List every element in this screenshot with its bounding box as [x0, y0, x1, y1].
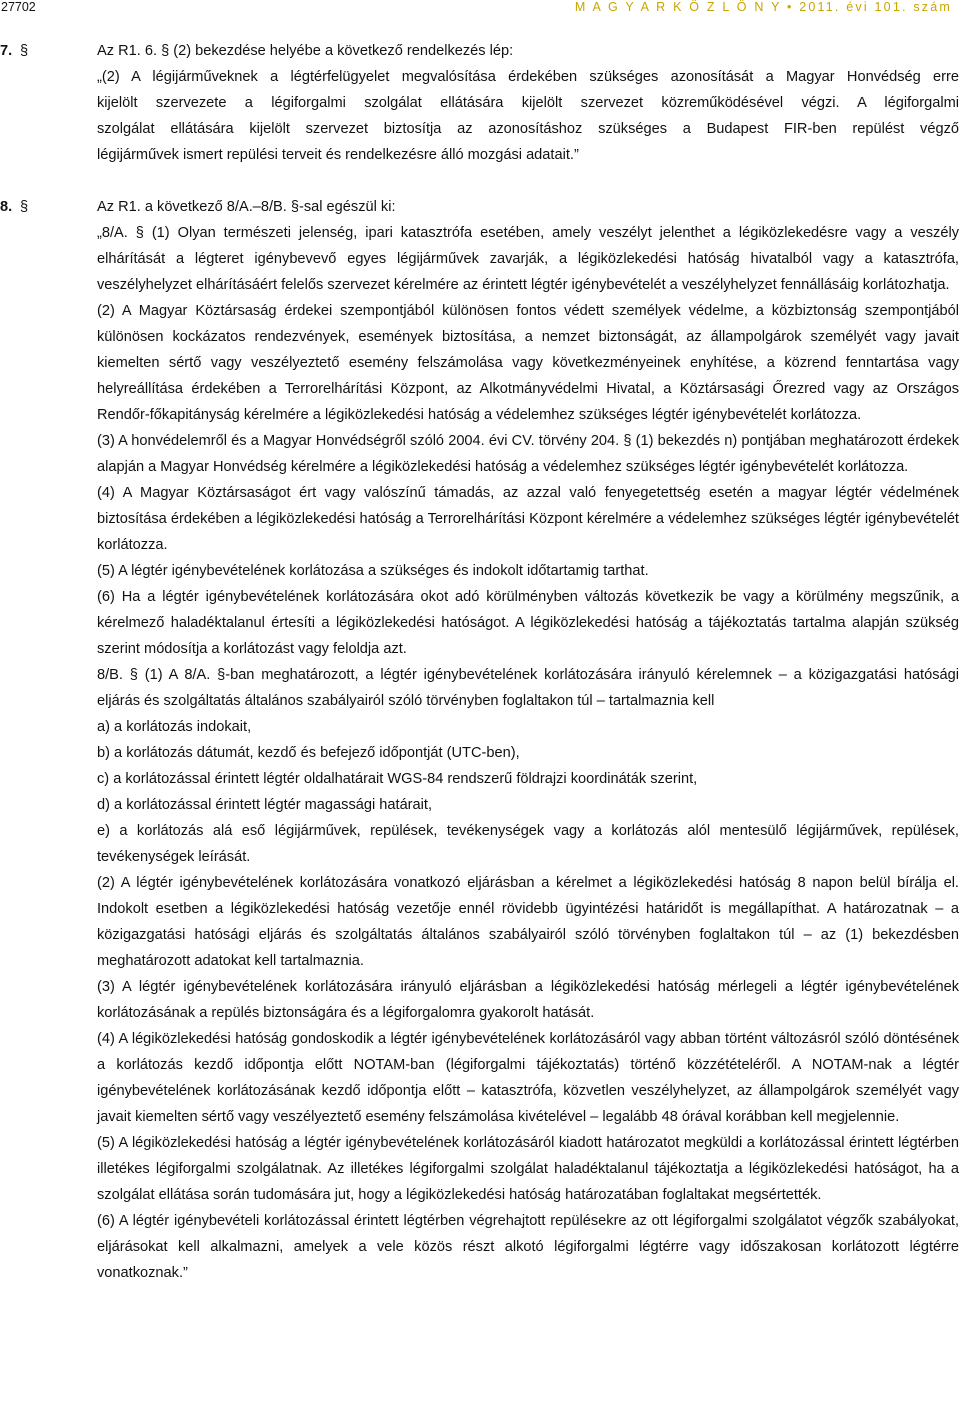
- section-8-body: [97, 220, 959, 1286]
- paragraph-8a-3: (3) A honvédelemről és a Magyar Honvédségről szóló 2004. évi CV. törvény 204. § (1) bekezdés n) pontjában meghatározott érdekek alapján a Magyar Honvédség kérelmére a légiközlekedési hatóság a védelemhez szükséges légtér igénybevételét korlátozza.: [97, 433, 959, 475]
- section-7-body: [97, 64, 959, 168]
- section-heading: Az R1. a következő 8/A.–8/B. §-sal egészül ki:: [97, 199, 396, 215]
- section-symbol: §: [20, 43, 29, 59]
- paragraph-8b-1: 8/B. § (1) A 8/A. §-ban meghatározott, a légtér igénybevételének korlátozására irányuló kérelemnek – a közigazgatási hatósági eljárás és szolgáltatás általános szabályairól szóló törvényben foglaltakon túl – tartalmaznia kell: [97, 667, 959, 709]
- paragraph-8a-6: (6) Ha a légtér igénybevételének korlátozására okot adó körülményben változás következik be vagy a körülmény megszűnik, a kérelmező haladéktalanul értesíti a légiközlekedési hatóságot. A légiközlekedési hatóság a tájékoztatás tartalma alapján szükség szerint módosítja a korlátozást vagy feloldja azt.: [97, 589, 959, 657]
- section-heading: Az R1. 6. § (2) bekezdése helyébe a következő rendelkezés lép:: [97, 43, 514, 59]
- page-header: [0, 0, 960, 22]
- body-line: kijelölt szervezete a légiforgalmi szolgálat ellátására kijelölt szervezet közreműködésével végzi. A légiforgalmi: [97, 95, 959, 111]
- paragraph-8b-2: (2) A légtér igénybevételének korlátozására vonatkozó eljárásban a kérelmet a légiközlekedési hatóság 8 napon belül bírálja el. Indokolt esetben a légiközlekedési hatóság vezetője ennél rövidebb ügyintézési határidőt is megállapíthat. A határozatnak – a közigazgatási hatósági eljárás és szolgáltatás általános szabályairól szóló törvényben foglaltakon túl – az (1) bekezdésben meghatározott adatokat kell tartalmaznia.: [97, 875, 959, 969]
- paragraph-8b-4: (4) A légiközlekedési hatóság gondoskodik a légtér igénybevételének korlátozásáról vagy abban történt változásról szóló döntésének a korlátozás kezdő időpontja előtt NOTAM-ban (légiforgalmi tájékoztatás) történő közzétételéről. A NOTAM-nak a légtér igénybevételének korlátozásának kezdő időpontja előtt – katasztrófa, közvetlen veszélyhelyzet, az állampolgárok személyét vagy javait kiemelten sértő vagy veszélyeztető esemény felszámolása kivételével – legalább 48 órával korábban kell megjelennie.: [97, 1031, 959, 1125]
- paragraph-8a-2: (2) A Magyar Köztársaság érdekei szempontjából különösen fontos védett személyek védelme, a közbiztonság szempontjából különösen kockázatos rendezvények, események biztosítása, a nemzet biztonságát, az állampolgárok személyét vagy javait kiemelten sértő vagy veszélyeztető esemény felszámolása vagy következményeinek enyhítése, a közrend fenntartása vagy helyreállítása érdekében a Terrorelhárítási Központ, az Alkotmányvédelmi Hivatal, a Köztársasági Őrezred vagy az Országos Rendőr-főkapitányság kérelmére a légiközlekedési hatóság a védelemhez szükséges légtér igénybevételét korlátozza.: [97, 303, 959, 423]
- paragraph-8b-6: (6) A légtér igénybevételi korlátozással érintett légtérben végrehajtott repülésekre az ott légiforgalmi szolgálatot végzők szabályokat, eljárásokat kell alkalmazni, amelyek a vele közös részt alkotó légiforgalmi légtérre vagy időszakosan korlátozott légtérre vonatkoznak.”: [97, 1213, 959, 1281]
- paragraph-8b-3: (3) A légtér igénybevételének korlátozására irányuló eljárásban a légiközlekedési hatóság mérlegeli a légtér igénybevételének korlátozásának a repülés biztonságára és a légiforgalomra gyakorolt hatását.: [97, 979, 959, 1021]
- section-number: 8.: [0, 199, 13, 215]
- list-item-e: e) a korlátozás alá eső légijárművek, repülések, tevékenységek vagy a korlátozás alól mentesülő légijárművek, repülések, tevékenységek leírását.: [97, 823, 959, 865]
- paragraph-8a-4: (4) A Magyar Köztársaságot ért vagy valószínű támadás, az azzal való fenyegetettség esetén a magyar légtér védelmének biztosítása érdekében a légiközlekedési hatóság a Terrorelhárítási Központ kérelmére a védelemhez szükséges légtér igénybevételét korlátozza.: [97, 485, 959, 553]
- paragraph-8b-5: (5) A légiközlekedési hatóság a légtér igénybevételének korlátozásáról kiadott határozatot megküldi a korlátozással érintett légtérben illetékes légiforgalmi szolgálatnak. Az illetékes légiforgalmi szolgálat haladéktalanul tájékoztatja a légiközlekedési hatóságot, ha a szolgálat ellátása során tudomására jut, hogy a légiközlekedési hatóság határozatában foglaltakat megsértették.: [97, 1135, 959, 1203]
- paragraph-8a-1: „8/A. § (1) Olyan természeti jelenség, ipari katasztrófa esetében, amely veszélyt jelenthet a légiközlekedésre vagy a veszély elhárítását a légteret igénybevevő egyes légijárművek zavarják, a légiközlekedési hatóság hivatalból vagy a katasztrófa, veszélyhelyzet elhárításáért felelős szervezet kérelmére az érintett légtér igénybevételét a veszélyhelyzet fennállásáig korlátozhatja.: [97, 225, 959, 293]
- section-symbol: §: [20, 199, 29, 215]
- body-line: „(2) A légijárműveknek a légtérfelügyelet megvalósítása érdekében szükséges azonosítását a Magyar Honvédség erre: [97, 69, 959, 85]
- section-number: 7.: [0, 43, 13, 59]
- list-item-b: b) a korlátozás dátumát, kezdő és befejező időpontját (UTC-ben),: [97, 745, 520, 761]
- page-number: 27702: [1, 0, 36, 14]
- body-line: szolgálat ellátására kijelölt szervezet biztosítja az azonosításhoz szükséges a Budapest FIR-ben repülést végző: [97, 121, 959, 137]
- list-item-d: d) a korlátozással érintett légtér magassági határait,: [97, 797, 433, 813]
- list-item-c: c) a korlátozással érintett légtér oldalhatárait WGS-84 rendszerű földrajzi koordináták szerint,: [97, 771, 698, 787]
- paragraph-8a-5: (5) A légtér igénybevételének korlátozása a szükséges és indokolt időtartamig tarthat.: [97, 563, 649, 579]
- body-line: légijárművek ismert repülési terveit és rendelkezésre álló mozgási adatait.”: [97, 147, 579, 163]
- list-item-a: a) a korlátozás indokait,: [97, 719, 252, 735]
- running-title: M A G Y A R K Ö Z L Ö N Y • 2011. évi 101. szám: [574, 0, 952, 14]
